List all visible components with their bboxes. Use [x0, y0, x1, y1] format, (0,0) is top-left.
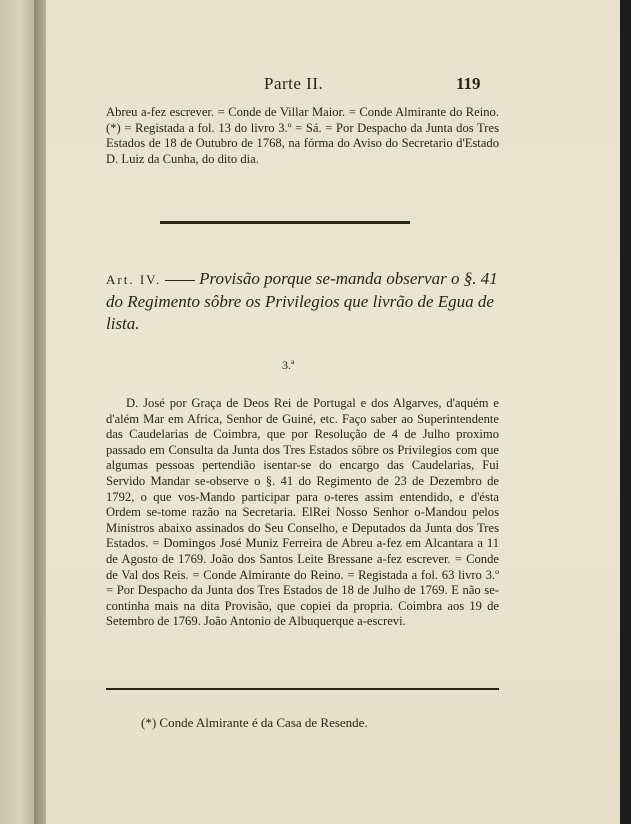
running-head: Parte II.: [264, 74, 324, 93]
article-title: Provisão porque se-manda observar o §. 41 do Regimento sôbre os Privilegios que livrão de Egua de lista.: [106, 269, 498, 333]
provision-text: D. José por Graça de Deos Rei de Portugal e dos Algarves, d'aquém e d'além Mar em Africa, Senhor de Guiné, etc. Faço saber ao Superintendente das Caudelarias de Coimbra, que por Resolução de 4 de Julho proximo passado em Consulta da Junta dos Tres Estados sôbre os Privilegios com que algumas pessoas pertendião isentar-se do encargo das Caudelarias, Fui Servido Mandar se-observe o §. 41 do Regimento de 23 de Dezembro de 1792, o que vos-Mando participar para o-teres assim entendido, e d'ésta Ordem se-tome razão na Secretaria. ElRei Nosso Senhor o-Mandou pelos Ministros abaixo assinados do Seu Conselho, e Deputados da Junta dos Tres Estados. = Domingos José Muniz Ferreira de Abreu a-fez em Alcantara a 11 de Agosto de 1769. João dos Santos Leite Bressane a-fez escrever. = Conde de Val dos Reis. = Conde Almirante do Reino. = Registada a fol. 63 livro 3.º = Por Despacho da Junta dos Tres Estados de 18 de Julho de 1769. E não se-continha mais na dita Provisão, que copiei da propria. Coimbra aos 19 de Setembro de 1769. João Antonio de Albuquerque a-escrevi.: [106, 396, 499, 629]
page-number: 119: [456, 74, 481, 93]
document-number: 3.ª: [282, 358, 295, 372]
book-gutter: [34, 0, 46, 824]
footnote: (*) Conde Almirante é da Casa de Resende.: [141, 715, 368, 730]
heading-dash: [165, 280, 195, 281]
section-divider: [160, 221, 410, 224]
page-header: [46, 74, 620, 96]
continued-paragraph-text: Abreu a-fez escrever. = Conde de Villar Maior. = Conde Almirante do Reino. (*) = Registada a fol. 13 do livro 3.º = Sá. = Por Despacho da Junta dos Tres Estados de 18 de Outubro de 1768, na fórma do Aviso do Secretario d'Estado D. Luiz da Cunha, do dito dia.: [106, 105, 499, 166]
article-heading: [106, 268, 506, 335]
scan-border: [620, 0, 631, 824]
previous-page-edge: [0, 0, 34, 824]
continued-paragraph: [106, 105, 499, 167]
provision-body: [106, 396, 499, 630]
article-label: Art. IV.: [106, 272, 162, 287]
footnote-divider: [106, 688, 499, 690]
book-page: [46, 0, 620, 824]
